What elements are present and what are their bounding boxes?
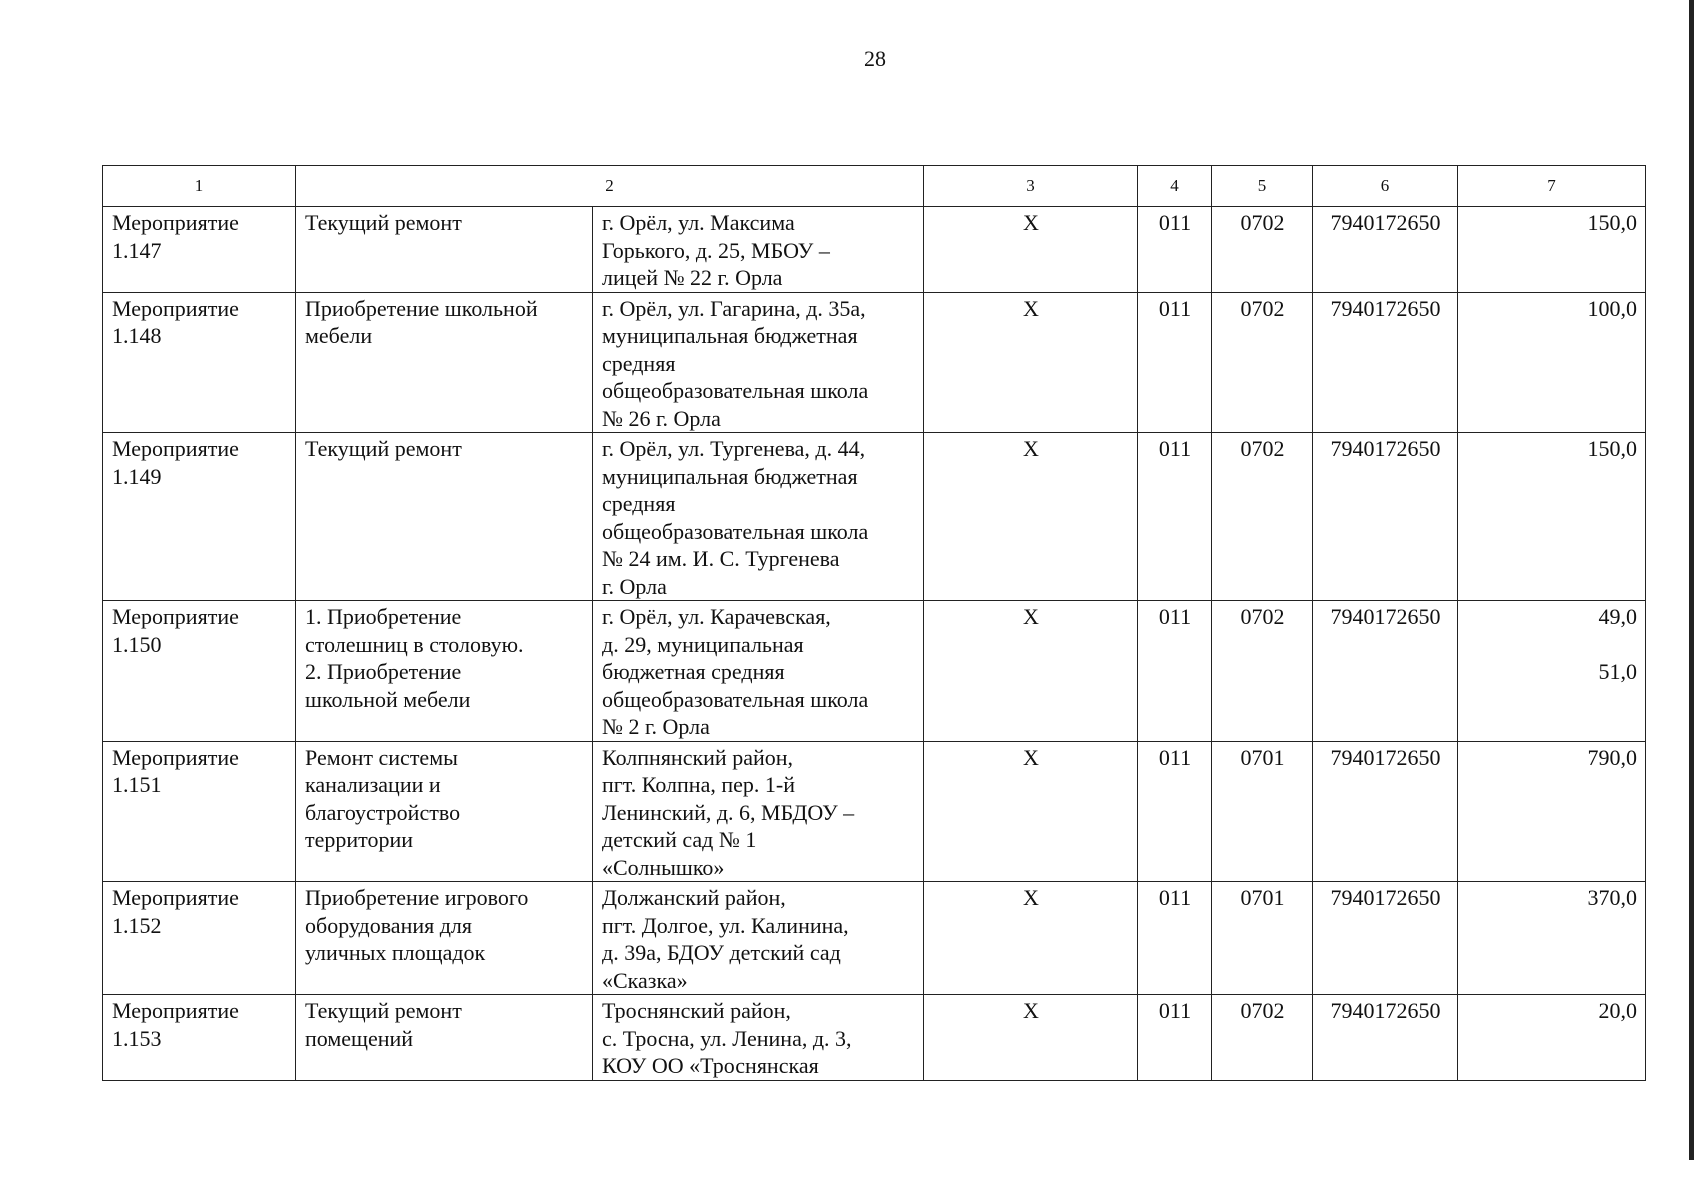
header-cell: 4 — [1138, 166, 1212, 207]
event-id-cell-line: Мероприятие — [112, 604, 239, 629]
event-id-cell-line: Мероприятие — [112, 885, 239, 910]
address-cell-line: д. 39а, БДОУ детский сад — [602, 940, 841, 965]
action-cell-line: Приобретение школьной — [305, 295, 538, 321]
col6-cell: 7940172650 — [1313, 433, 1458, 601]
event-id-cell — [103, 292, 296, 433]
address-cell-line: общеобразовательная школа — [602, 378, 869, 403]
address-cell-line: Горького, д. 25, МБОУ – — [602, 237, 830, 263]
amount-cell-line: 150,0 — [1587, 436, 1637, 461]
col6-cell: 7940172650 — [1313, 292, 1458, 433]
col3-cell: Х — [924, 601, 1138, 742]
address-cell-line: «Сказка» — [602, 967, 688, 993]
event-id-cell-line: 1.148 — [112, 323, 162, 348]
address-cell-line: № 26 г. Орла — [602, 405, 721, 431]
col3-cell: Х — [924, 433, 1138, 601]
header-cell: 7 — [1458, 166, 1646, 207]
action-cell-line: Текущий ремонт — [305, 210, 462, 235]
action-cell-line: помещений — [305, 1025, 414, 1051]
address-cell-line: пгт. Колпна, пер. 1-й — [602, 772, 795, 797]
action-cell-line: Ремонт системы — [305, 744, 458, 770]
event-id-cell-line: 1.149 — [112, 463, 162, 489]
action-cell — [296, 207, 593, 293]
action-cell — [296, 882, 593, 995]
col5-cell: 0702 — [1212, 207, 1313, 293]
amount-cell — [1458, 741, 1646, 882]
address-cell — [593, 741, 924, 882]
col3-cell: Х — [924, 882, 1138, 995]
address-cell-line: средняя — [602, 350, 676, 376]
event-id-cell-line: Мероприятие — [112, 998, 239, 1023]
address-cell-line: лицей № 22 г. Орла — [602, 265, 783, 290]
address-cell-line: общеобразовательная школа — [602, 686, 869, 712]
action-cell — [296, 433, 593, 601]
address-cell — [593, 292, 924, 433]
col5-cell: 0702 — [1212, 433, 1313, 601]
amount-cell — [1458, 601, 1646, 742]
action-cell — [296, 995, 593, 1081]
address-cell-line: г. Орёл, ул. Карачевская, — [602, 604, 831, 629]
amount-cell — [1458, 995, 1646, 1081]
amount-cell-line: 100,0 — [1587, 295, 1637, 321]
address-cell-line: Ленинский, д. 6, МБДОУ – — [602, 799, 855, 825]
address-cell-line: пгт. Долгое, ул. Калинина, — [602, 912, 849, 938]
col5-cell: 0702 — [1212, 601, 1313, 742]
header-cell: 5 — [1212, 166, 1313, 207]
table-row — [103, 207, 1646, 293]
address-cell-line: детский сад № 1 — [602, 827, 757, 852]
col3-cell: Х — [924, 995, 1138, 1081]
address-cell — [593, 995, 924, 1081]
header-cell: 1 — [103, 166, 296, 207]
amount-cell-line: 51,0 — [1598, 659, 1637, 684]
address-cell-line: д. 29, муниципальная — [602, 631, 804, 657]
event-id-cell — [103, 882, 296, 995]
action-cell-line: 1. Приобретение — [305, 604, 462, 629]
address-cell — [593, 601, 924, 742]
action-cell-line: школьной мебели — [305, 686, 471, 712]
header-cell: 6 — [1313, 166, 1458, 207]
event-id-cell-line: Мероприятие — [112, 295, 239, 321]
event-id-cell — [103, 207, 296, 293]
col3-cell: Х — [924, 292, 1138, 433]
table-row — [103, 882, 1646, 995]
address-cell-line: Троснянский район, — [602, 998, 791, 1023]
amount-cell-line: 150,0 — [1587, 210, 1637, 235]
col3-cell: Х — [924, 741, 1138, 882]
action-cell-line: канализации и — [305, 772, 441, 797]
col5-cell: 0702 — [1212, 995, 1313, 1081]
table-row — [103, 741, 1646, 882]
col4-cell: 011 — [1138, 292, 1212, 433]
action-cell-line: уличных площадок — [305, 940, 486, 965]
scan-edge — [1689, 0, 1694, 1160]
event-id-cell-line: Мероприятие — [112, 210, 239, 235]
action-cell-line: мебели — [305, 323, 373, 348]
event-id-cell-line: 1.153 — [112, 1025, 162, 1051]
address-cell — [593, 207, 924, 293]
col5-cell: 0702 — [1212, 292, 1313, 433]
amount-cell-line: 370,0 — [1587, 885, 1637, 910]
table-row — [103, 292, 1646, 433]
amount-cell — [1458, 207, 1646, 293]
address-cell-line: г. Орёл, ул. Гагарина, д. 35а, — [602, 295, 866, 321]
action-cell-line: столешниц в столовую. — [305, 631, 524, 657]
header-row — [103, 166, 1646, 207]
col5-cell: 0701 — [1212, 741, 1313, 882]
address-cell-line: Должанский район, — [602, 885, 786, 910]
amount-cell — [1458, 292, 1646, 433]
col6-cell: 7940172650 — [1313, 601, 1458, 742]
action-cell-line: оборудования для — [305, 912, 473, 938]
page-number: 28 — [864, 46, 886, 71]
col6-cell: 7940172650 — [1313, 995, 1458, 1081]
amount-cell — [1458, 882, 1646, 995]
action-cell — [296, 601, 593, 742]
event-id-cell-line: 1.147 — [112, 237, 162, 263]
event-id-cell-line: Мероприятие — [112, 436, 239, 461]
event-id-cell-line: 1.150 — [112, 631, 162, 657]
event-id-cell-line: Мероприятие — [112, 744, 239, 770]
table-row — [103, 601, 1646, 742]
col4-cell: 011 — [1138, 741, 1212, 882]
address-cell-line: средняя — [602, 491, 676, 516]
table-body — [103, 207, 1646, 1081]
action-cell-line: Текущий ремонт — [305, 998, 462, 1023]
address-cell-line: № 2 г. Орла — [602, 714, 710, 739]
amount-cell — [1458, 433, 1646, 601]
amount-cell-line: 20,0 — [1598, 998, 1637, 1023]
event-id-cell — [103, 995, 296, 1081]
address-cell — [593, 882, 924, 995]
event-id-cell — [103, 601, 296, 742]
col4-cell: 011 — [1138, 601, 1212, 742]
budget-table — [102, 165, 1646, 1081]
header-cell: 2 — [296, 166, 924, 207]
table-row — [103, 433, 1646, 601]
action-cell-line: 2. Приобретение — [305, 659, 462, 684]
address-cell — [593, 433, 924, 601]
amount-cell-line: 49,0 — [1598, 604, 1637, 629]
address-cell-line: Колпнянский район, — [602, 744, 794, 770]
col4-cell: 011 — [1138, 433, 1212, 601]
col6-cell: 7940172650 — [1313, 741, 1458, 882]
address-cell-line: с. Тросна, ул. Ленина, д. 3, — [602, 1025, 852, 1051]
address-cell-line: г. Орла — [602, 573, 667, 599]
event-id-cell — [103, 433, 296, 601]
event-id-cell-line: 1.152 — [112, 912, 162, 938]
address-cell-line: муниципальная бюджетная — [602, 463, 858, 489]
action-cell — [296, 292, 593, 433]
col4-cell: 011 — [1138, 995, 1212, 1081]
address-cell-line: КОУ ОО «Троснянская — [602, 1053, 819, 1078]
address-cell-line: г. Орёл, ул. Максима — [602, 210, 795, 235]
header-cell: 3 — [924, 166, 1138, 207]
action-cell-line: Приобретение игрового — [305, 885, 529, 910]
col6-cell: 7940172650 — [1313, 882, 1458, 995]
event-id-cell-line: 1.151 — [112, 772, 162, 797]
action-cell — [296, 741, 593, 882]
col3-cell: Х — [924, 207, 1138, 293]
address-cell-line: г. Орёл, ул. Тургенева, д. 44, — [602, 436, 866, 461]
action-cell-line: территории — [305, 827, 414, 852]
col5-cell: 0701 — [1212, 882, 1313, 995]
address-cell-line: муниципальная бюджетная — [602, 323, 858, 348]
event-id-cell — [103, 741, 296, 882]
col4-cell: 011 — [1138, 207, 1212, 293]
col6-cell: 7940172650 — [1313, 207, 1458, 293]
amount-cell-line: 790,0 — [1587, 744, 1637, 770]
address-cell-line: бюджетная средняя — [602, 659, 785, 684]
address-cell-line: «Солнышко» — [602, 854, 725, 880]
table-row — [103, 995, 1646, 1081]
col4-cell: 011 — [1138, 882, 1212, 995]
action-cell-line: Текущий ремонт — [305, 436, 462, 461]
address-cell-line: № 24 им. И. С. Тургенева — [602, 546, 840, 571]
address-cell-line: общеобразовательная школа — [602, 518, 869, 544]
action-cell-line: благоустройство — [305, 799, 461, 825]
